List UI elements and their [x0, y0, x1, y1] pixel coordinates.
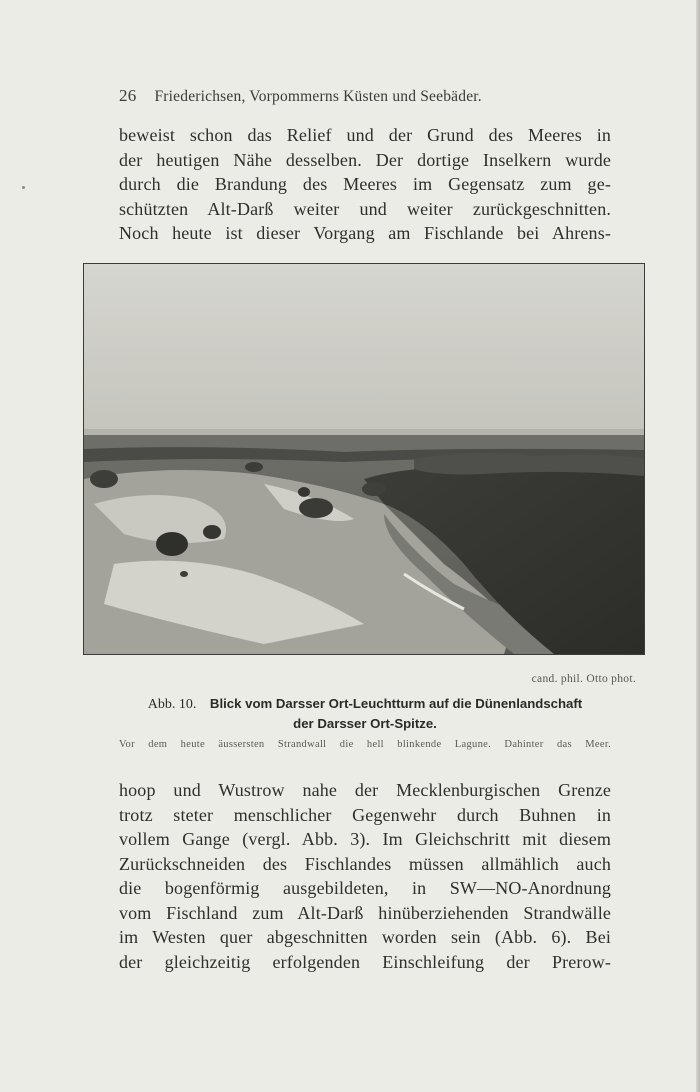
page-edge — [696, 0, 700, 1092]
figure-title-line1: Blick vom Darsser Ort-Leuchtturm auf die Dünenlandschaft — [209, 696, 583, 711]
text-line: die bogenförmig ausgebildeten, in SW—NO-Anordnung — [119, 878, 611, 898]
text-line: Noch heute ist dieser Vorgang am Fischlande bei Ahrens- — [119, 223, 611, 243]
paper-speck — [22, 186, 25, 189]
figure-subcaption: Vor dem heute äussersten Strandwall die hell blinkende Lagune. Dahinter das Meer. — [119, 739, 611, 750]
figure-title-line2: der Darsser Ort-Spitze. — [293, 716, 437, 731]
photo-credit: cand. phil. Otto phot. — [531, 673, 636, 685]
text-line: trotz steter menschlicher Gegenwehr durch Buhnen in — [119, 804, 611, 825]
figure-caption — [119, 694, 611, 734]
text-line: schützten Alt-Darß weiter und weiter zurückgeschnitten. — [119, 198, 611, 219]
running-head — [119, 86, 609, 106]
text-line: im Westen quer abgeschnitten worden sein (Abb. 6). Bei — [119, 927, 611, 947]
text-line: vollem Gange (vergl. Abb. 3). Im Gleichschritt mit diesem — [119, 829, 611, 849]
text-line: Zurückschneiden des Fischlandes müssen allmählich auch — [119, 853, 611, 874]
text-line: beweist schon das Relief und der Grund des Meeres in — [119, 125, 611, 145]
text-line: vom Fischland zum Alt-Darß hinüberziehenden Strandwälle — [119, 902, 611, 923]
text-line: durch die Brandung des Meeres im Gegensatz zum ge- — [119, 174, 611, 194]
photo-illustration — [84, 264, 644, 654]
dune-landscape-photo — [83, 263, 645, 655]
text-line: hoop und Wustrow nahe der Mecklenburgischen Grenze — [119, 780, 611, 800]
paragraph-bottom — [119, 778, 611, 974]
running-title: Friederichsen, Vorpommerns Küsten und Seebäder. — [154, 88, 482, 105]
paragraph-top — [119, 123, 611, 246]
text-line: der gleichzeitig erfolgenden Einschleifung der Prerow- — [119, 951, 611, 972]
page-number: 26 — [119, 86, 137, 105]
figure-label: Abb. 10. — [147, 697, 197, 712]
text-line: der heutigen Nähe desselben. Der dortige Inselkern wurde — [119, 149, 611, 170]
